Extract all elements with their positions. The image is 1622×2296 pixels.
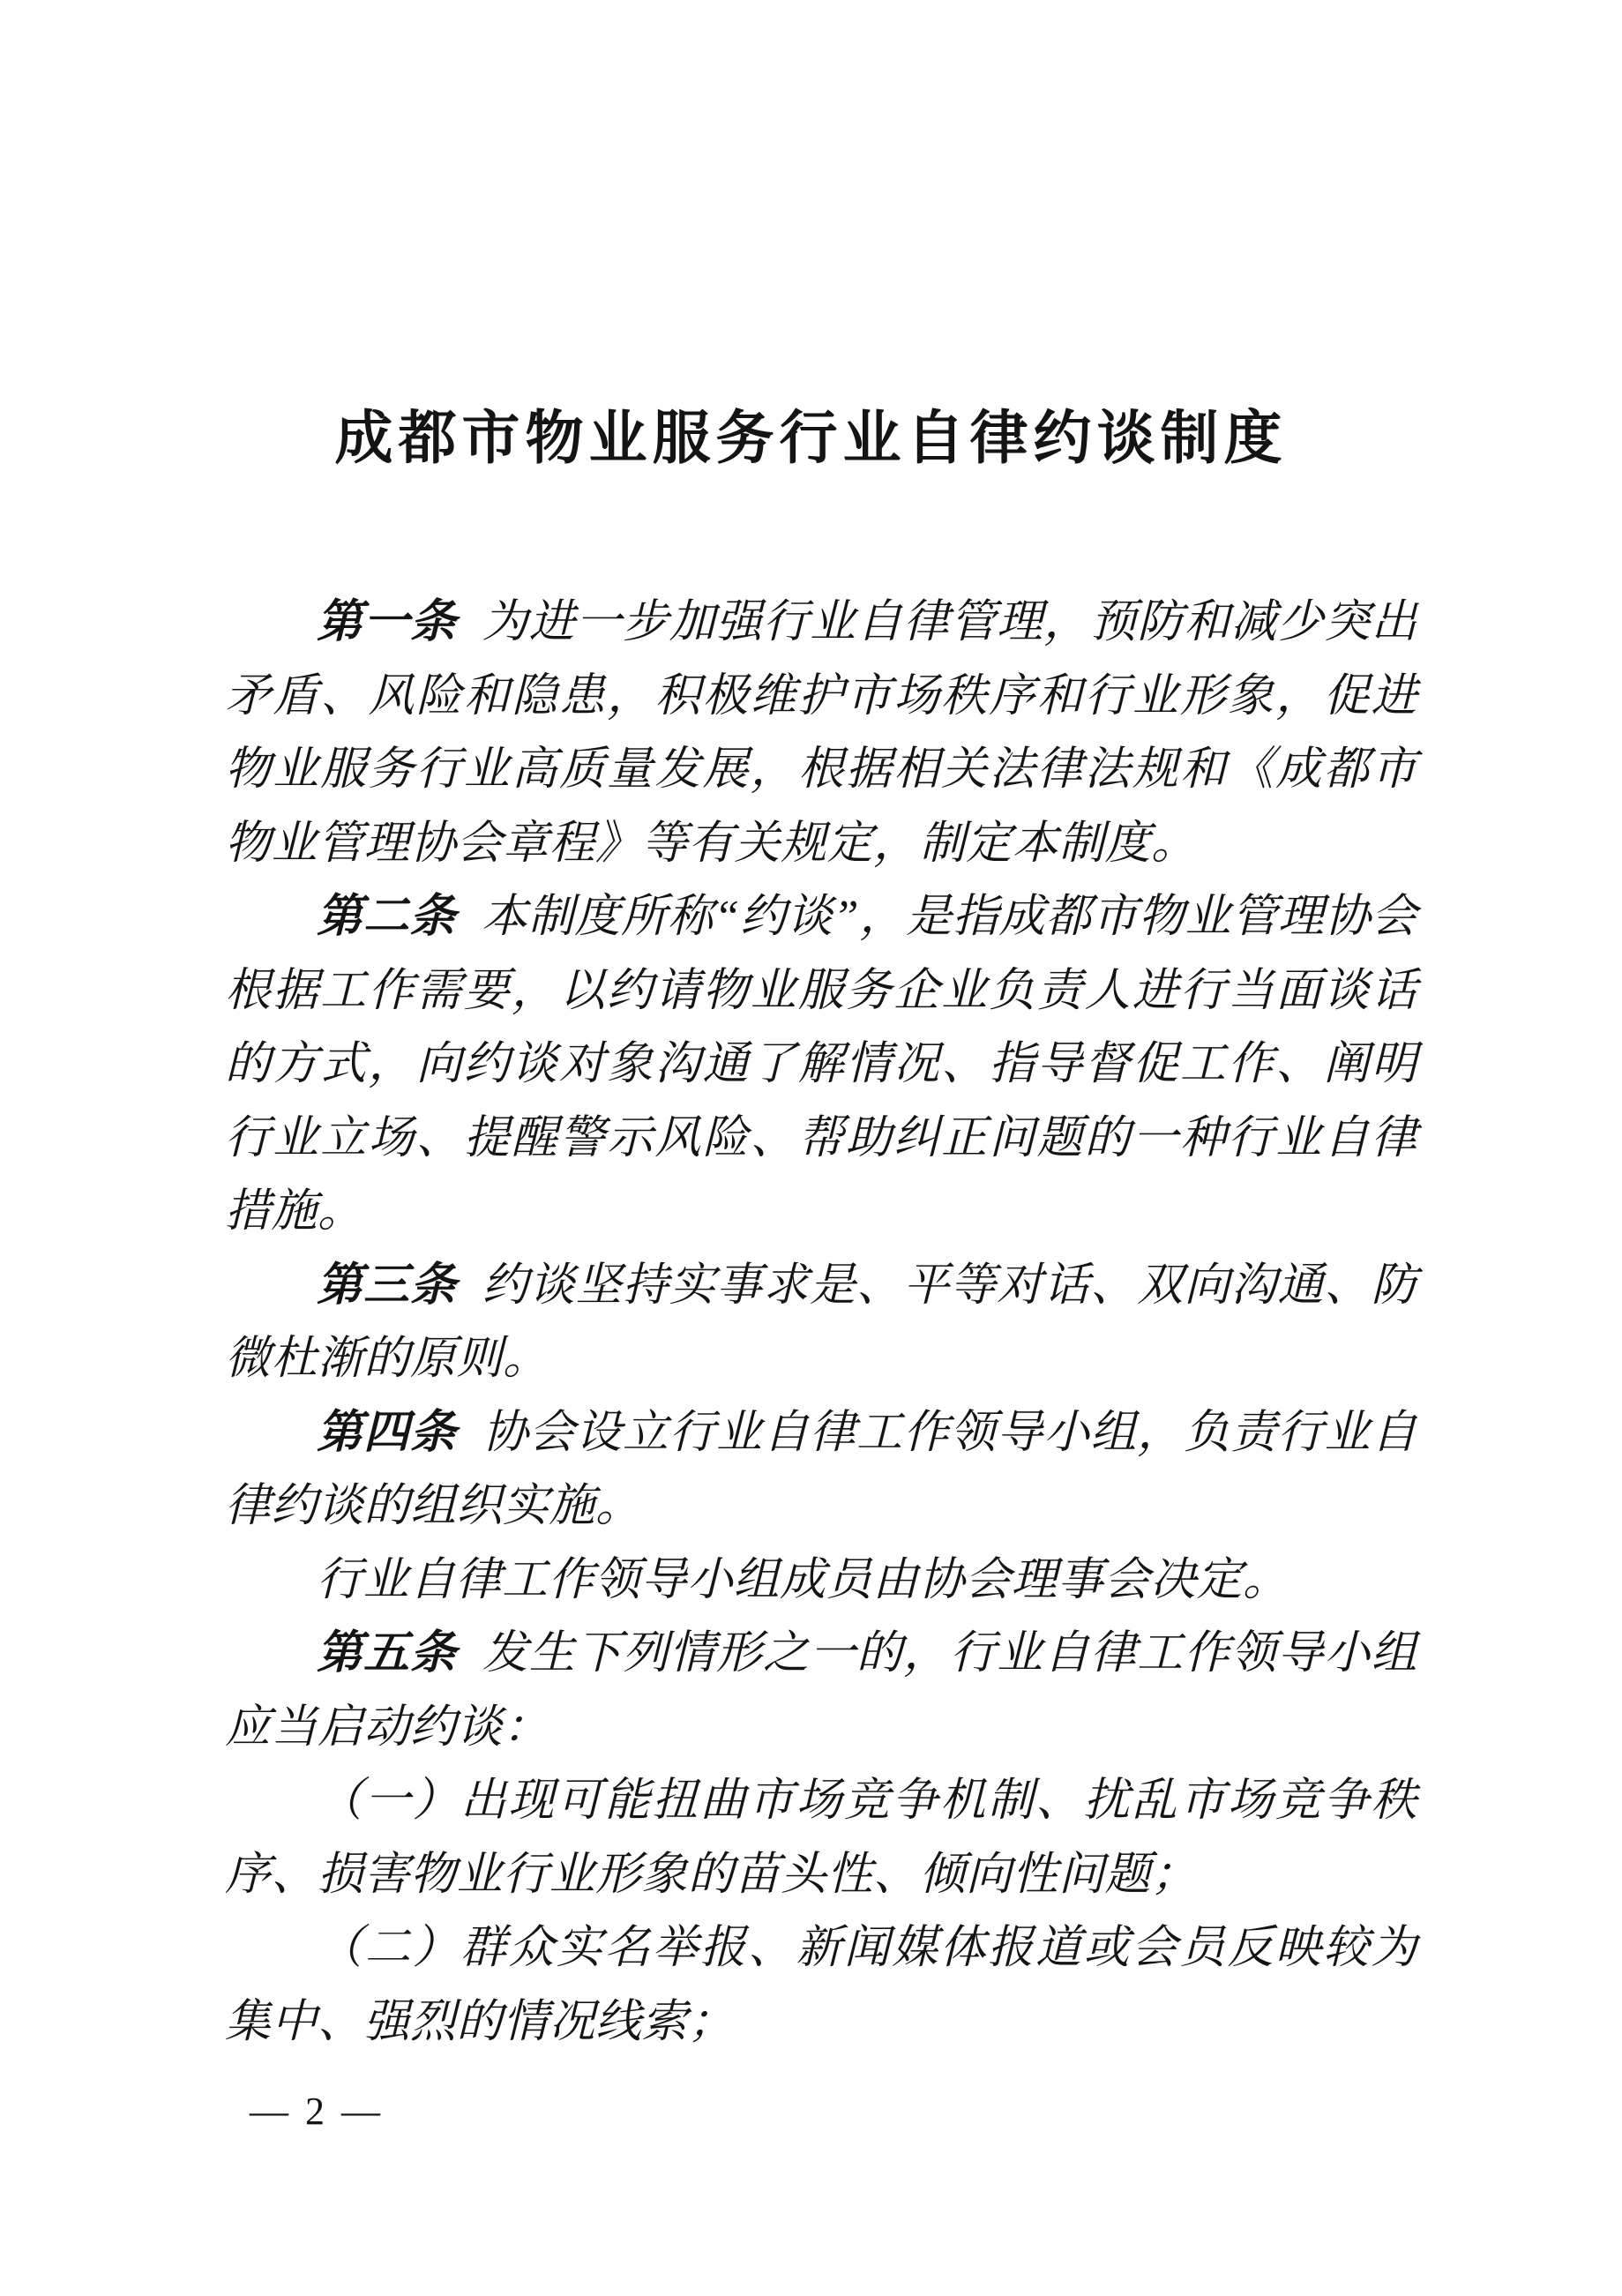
paragraph-text: （二）群众实名举报、新闻媒体报道或会员反映较为集中、强烈的情况线索；: [225, 1923, 1417, 2047]
paragraph-text: 发生下列情形之一的，行业自律工作领导小组应当启动约谈：: [225, 1628, 1417, 1753]
page-number: — 2 —: [250, 2090, 384, 2133]
document-paragraph: [225, 1396, 1417, 1544]
document-body: [225, 586, 1417, 2059]
paragraph-text: 约谈坚持实事求是、平等对话、双向沟通、防微杜渐的原则。: [225, 1260, 1417, 1384]
paragraph-text: （一）出现可能扭曲市场竞争机制、扰乱市场竞争秩序、损害物业行业形象的苗头性、倾向性问题；: [225, 1776, 1417, 1900]
paragraph-text: 为进一步加强行业自律管理，预防和减少突出矛盾、风险和隐患，积极维护市场秩序和行业形象，促进物业服务行业高质量发展，根据相关法律法规和《成都市物业管理协会章程》等有关规定，制定本制度。: [225, 597, 1417, 869]
article-number-label: 第二条: [317, 892, 457, 942]
article-number-label: 第四条: [317, 1407, 458, 1458]
paragraph-text: 本制度所称“约谈”，是指成都市物业管理协会根据工作需要，以约请物业服务企业负责人进行当面谈话的方式，向约谈对象沟通了解情况、指导督促工作、阐明行业立场、提醒警示风险、帮助纠正问题的一种行业自律措施。: [225, 892, 1417, 1237]
document-paragraph: [225, 1617, 1417, 1764]
document-paragraph: [225, 1249, 1417, 1396]
article-number-label: 第三条: [317, 1260, 458, 1311]
article-number-label: 第五条: [317, 1628, 458, 1679]
paragraph-text: 协会设立行业自律工作领导小组，负责行业自律约谈的组织实施。: [225, 1407, 1417, 1531]
paragraph-text: 行业自律工作领导小组成员由协会理事会决定。: [317, 1554, 1289, 1605]
document-paragraph: [225, 1764, 1417, 1911]
document-paragraph: [225, 1911, 1417, 2059]
document-paragraph: [225, 1544, 1417, 1618]
article-number-label: 第一条: [317, 597, 458, 647]
document-paragraph: [225, 880, 1417, 1249]
page-title: 成都市物业服务行业自律约谈制度: [334, 407, 1288, 471]
document-paragraph: [225, 586, 1417, 880]
